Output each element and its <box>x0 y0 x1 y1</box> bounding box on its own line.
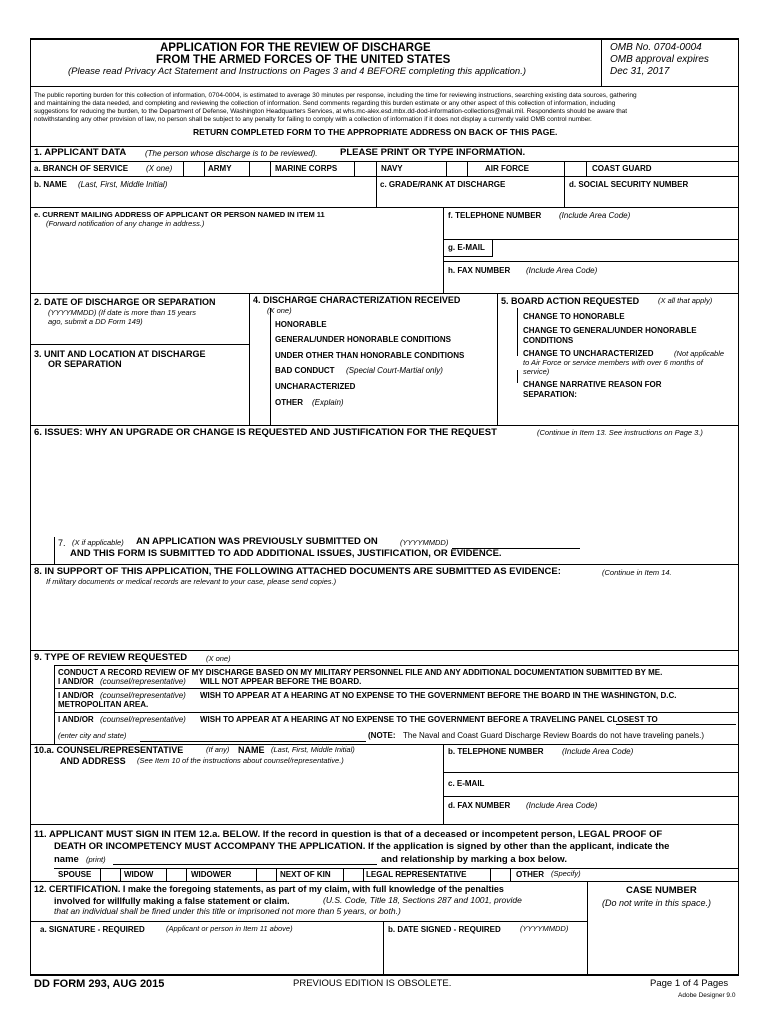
section9-heading: 9. TYPE OF REVIEW REQUESTED <box>34 652 188 663</box>
review-option-washington-line2: METROPOLITAN AREA. <box>58 700 149 709</box>
section2-note1: (YYYYMMDD) (If date is more than 15 years <box>48 308 196 317</box>
action-option-honorable: CHANGE TO HONORABLE <box>523 312 625 321</box>
date-signed-label: b. DATE SIGNED - REQUIRED <box>388 925 501 934</box>
discharge-option-bad-conduct-note: (Special Court-Martial only) <box>346 366 443 375</box>
branch-navy: NAVY <box>381 164 403 173</box>
designer-note: Adobe Designer 9.0 <box>678 992 736 999</box>
relationship-widow: WIDOW <box>124 870 154 879</box>
section6-heading: 6. ISSUES: WHY AN UPGRADE OR CHANGE IS REQUESTED AND JUSTIFICATION FOR THE REQUEST <box>34 427 497 438</box>
action-option-narrative-line2: SEPARATION: <box>523 390 577 399</box>
signature-note: (Applicant or person in Item 11 above) <box>166 924 293 933</box>
action-checkbox-honorable[interactable] <box>498 309 517 323</box>
discharge-checkbox-other[interactable] <box>250 396 270 410</box>
review-option-traveling-pre: I AND/OR <box>58 715 94 724</box>
omb-expires-date: Dec 31, 2017 <box>610 66 670 77</box>
name-note: (Last, First, Middle Initial) <box>78 180 168 189</box>
discharge-checkbox-uncharacterized[interactable] <box>250 380 270 394</box>
review-option-traveling-city: (enter city and state) <box>58 731 127 740</box>
phone-note: (Include Area Code) <box>559 211 631 220</box>
review-option-washington-line1: WISH TO APPEAR AT A HEARING AT NO EXPENSE TO THE GOVERNMENT BEFORE THE BOARD IN THE WASHINGTON, D.C. <box>200 691 677 700</box>
review-option-washington-note: (counsel/representative) <box>100 691 186 700</box>
relationship-checkbox-next-of-kin[interactable] <box>257 869 276 881</box>
section1-heading: 1. APPLICANT DATA <box>34 147 127 158</box>
review-option-washington-pre: I AND/OR <box>58 691 94 700</box>
phone-label: f. TELEPHONE NUMBER <box>448 211 542 220</box>
action-option-uncharacterized-note3: service) <box>523 367 550 376</box>
relationship-other-note: (Specify) <box>551 869 581 878</box>
action-option-general-line1: CHANGE TO GENERAL/UNDER HONORABLE <box>523 326 697 335</box>
section10-line2: AND ADDRESS <box>60 756 126 766</box>
fax-label: h. FAX NUMBER <box>448 266 511 275</box>
fax-field[interactable] <box>444 276 738 293</box>
mailing-address-field[interactable] <box>31 230 443 293</box>
review-checkbox-washington[interactable] <box>31 689 54 712</box>
relationship-checkbox-other[interactable] <box>491 869 510 881</box>
phone-field[interactable] <box>444 221 738 239</box>
discharge-option-honorable: HONORABLE <box>275 320 327 329</box>
burden-line2: and maintaining the data needed, and completing and reviewing the collection of information. Send comments regarding this burden estimate or any other aspect of this collection of information, including <box>34 100 616 107</box>
action-option-general-line2: CONDITIONS <box>523 336 574 345</box>
previous-application-checkbox[interactable] <box>31 537 54 564</box>
branch-army: ARMY <box>208 164 232 173</box>
counsel-fax-field[interactable] <box>444 810 738 824</box>
signature-label: a. SIGNATURE - REQUIRED <box>40 925 145 934</box>
name-label: b. NAME <box>34 180 67 189</box>
review-option-record-line1: CONDUCT A RECORD REVIEW OF MY DISCHARGE BASED ON MY MILITARY PERSONNEL FILE AND ANY ADDITIONAL DOCUMENTATION SUBMITTED BY ME. <box>58 668 663 677</box>
action-option-uncharacterized-note1: (Not applicable <box>674 349 725 358</box>
grade-field[interactable] <box>377 190 564 207</box>
counsel-fax-label: d. FAX NUMBER <box>448 801 511 810</box>
section12-line1: 12. CERTIFICATION. I make the foregoing statements, as part of my claim, with full knowledge of the penalties <box>34 884 504 894</box>
email-label: g. E-MAIL <box>448 243 485 252</box>
relationship-other-field[interactable] <box>590 869 738 881</box>
section11-line1: 11. APPLICANT MUST SIGN IN ITEM 12.a. BELOW. If the record in question is that of a deceased or incompetent person, LEGAL PROOF OF <box>34 829 663 840</box>
branch-checkbox-navy[interactable] <box>355 162 376 176</box>
review-option-traveling-note2-label: (NOTE: <box>368 731 396 740</box>
relationship-checkbox-widower[interactable] <box>167 869 186 881</box>
ssn-label: d. SOCIAL SECURITY NUMBER <box>569 180 689 189</box>
counsel-phone-label: b. TELEPHONE NUMBER <box>448 747 544 756</box>
email-field[interactable] <box>493 240 738 261</box>
branch-note: (X one) <box>146 164 173 173</box>
section11-line2: DEATH OR INCOMPETENCY MUST ACCOMPANY THE APPLICATION. If the application is signed by other than the applicant, indicate the <box>54 841 670 852</box>
date-signed-field[interactable] <box>384 936 587 974</box>
section4-note: (X one) <box>267 306 292 315</box>
previous-application-date[interactable] <box>452 536 580 548</box>
unit-location-field[interactable] <box>31 371 249 425</box>
burden-line1: The public reporting burden for this collection of information, 0704-0004, is estimated to average 30 minutes per response, including the time for reviewing instructions, searching existing data sources, gathering <box>34 92 637 99</box>
branch-checkbox-coast-guard[interactable] <box>565 162 586 176</box>
section5-note: (X all that apply) <box>658 296 713 305</box>
review-option-traveling-note: (counsel/representative) <box>100 715 186 724</box>
address-note: (Forward notification of any change in address.) <box>46 219 205 228</box>
section5-heading: 5. BOARD ACTION REQUESTED <box>501 296 640 306</box>
section9-note: (X one) <box>206 654 231 663</box>
section8-cont: (Continue in Item 14. <box>602 568 672 577</box>
branch-coast-guard: COAST GUARD <box>592 164 652 173</box>
burden-line4: notwithstanding any other provision of law, no person shall be subject to any penalty for failing to comply with a collection of information if it does not display a currently valid OMB control number. <box>34 116 592 123</box>
form-title-line2: FROM THE ARMED FORCES OF THE UNITED STATES <box>156 54 451 66</box>
relationship-widower: WIDOWER <box>191 870 232 879</box>
discharge-option-general: GENERAL/UNDER HONORABLE CONDITIONS <box>275 335 452 344</box>
relationship-next-of-kin: NEXT OF KIN <box>280 870 331 879</box>
outer-border-bottom <box>30 974 739 976</box>
section11-print-note: (print) <box>86 855 106 864</box>
section2-heading: 2. DATE OF DISCHARGE OR SEPARATION <box>34 297 216 307</box>
discharge-checkbox-general[interactable] <box>250 333 270 347</box>
relationship-checkbox-widow[interactable] <box>101 869 120 881</box>
counsel-email-field[interactable] <box>444 773 738 796</box>
section11-relationship: and relationship by marking a box below. <box>381 854 567 865</box>
section7-line1: AN APPLICATION WAS PREVIOUSLY SUBMITTED ON <box>136 536 378 547</box>
branch-checkbox-air-force[interactable] <box>447 162 467 176</box>
case-number-note: (Do not write in this space.) <box>602 898 712 908</box>
burden-line3: suggestions for reducing the burden, to the Department of Defense, Washington Headquarters Services, at whs.mc-alex.esd.mbx.dd-dod-information-collections@mail.mil. Respondents should be aware that <box>34 108 628 115</box>
relationship-other: OTHER <box>516 870 544 879</box>
action-checkbox-general[interactable] <box>498 325 517 345</box>
discharge-checkbox-oth[interactable] <box>250 349 270 363</box>
action-option-narrative-line1: CHANGE NARRATIVE REASON FOR <box>523 380 662 389</box>
fax-note: (Include Area Code) <box>526 266 598 275</box>
discharge-checkbox-bad-conduct[interactable] <box>250 364 270 378</box>
review-option-traveling-note2: The Naval and Coast Guard Discharge Review Boards do not have traveling panels.) <box>403 731 705 740</box>
address-label: e. CURRENT MAILING ADDRESS OF APPLICANT OR PERSON NAMED IN ITEM 11 <box>34 210 325 219</box>
omb-number: OMB No. 0704-0004 <box>610 42 702 53</box>
signature-field[interactable] <box>31 936 383 974</box>
section2-note2: ago, submit a DD Form 149) <box>48 317 143 326</box>
section12-line3: that an individual shall be fined under this title or imprisoned not more than 5 years, or both.) <box>54 906 401 916</box>
section1-print-notice: PLEASE PRINT OR TYPE INFORMATION. <box>340 147 526 158</box>
applicant-name-field[interactable] <box>31 190 376 207</box>
section8-heading: 8. IN SUPPORT OF THIS APPLICATION, THE FOLLOWING ATTACHED DOCUMENTS ARE SUBMITTED AS EVIDENCE: <box>34 566 561 577</box>
counsel-fax-note: (Include Area Code) <box>526 801 598 810</box>
action-checkbox-narrative[interactable] <box>498 377 517 391</box>
discharge-date-field[interactable] <box>31 328 249 344</box>
section7-line2: AND THIS FORM IS SUBMITTED TO ADD ADDITIONAL ISSUES, JUSTIFICATION, OR EVIDENCE. <box>70 548 502 559</box>
ssn-field[interactable] <box>565 190 738 207</box>
relationship-spouse: SPOUSE <box>58 870 92 879</box>
discharge-checkbox-honorable[interactable] <box>250 318 270 332</box>
discharge-option-bad-conduct: BAD CONDUCT <box>275 366 335 375</box>
action-checkbox-uncharacterized[interactable] <box>498 347 517 373</box>
relationship-legal-rep: LEGAL REPRESENTATIVE <box>366 870 467 879</box>
evidence-field[interactable] <box>31 589 738 650</box>
section10-line1: 10.a. COUNSEL/REPRESENTATIVE <box>34 745 184 755</box>
section3-line1: 3. UNIT AND LOCATION AT DISCHARGE <box>34 349 206 359</box>
grade-label: c. GRADE/RANK AT DISCHARGE <box>380 180 506 189</box>
discharge-option-other-note: (Explain) <box>312 398 344 407</box>
counsel-phone-note: (Include Area Code) <box>562 747 634 756</box>
section3-line2: OR SEPARATION <box>48 359 122 369</box>
section7-note: (X if applicable) <box>72 538 124 547</box>
section1-heading-note: (The person whose discharge is to be reviewed). <box>145 149 318 158</box>
outer-border-top <box>30 38 739 40</box>
section11-name-label: name <box>54 854 79 865</box>
branch-marine-corps: MARINE CORPS <box>275 164 338 173</box>
branch-label: a. BRANCH OF SERVICE <box>34 164 129 173</box>
branch-checkbox-marine-corps[interactable] <box>250 162 270 176</box>
discharge-option-other: OTHER <box>275 398 303 407</box>
counsel-email-label: c. E-MAIL <box>448 779 485 788</box>
section4-heading: 4. DISCHARGE CHARACTERIZATION RECEIVED <box>253 295 461 305</box>
section8-note: If military documents or medical records are relevant to your case, please send copies.) <box>46 577 337 586</box>
return-notice: RETURN COMPLETED FORM TO THE APPROPRIATE ADDRESS ON BACK OF THIS PAGE. <box>193 127 558 137</box>
action-option-uncharacterized-note2: to Air Force or service members with over 6 months of <box>523 358 703 367</box>
discharge-option-oth: UNDER OTHER THAN HONORABLE CONDITIONS <box>275 351 465 360</box>
section10-name-note: (Last, First, Middle Initial) <box>271 745 355 754</box>
form-title-line1: APPLICATION FOR THE REVIEW OF DISCHARGE <box>160 42 431 54</box>
form-id: DD FORM 293, AUG 2015 <box>34 978 165 990</box>
section6-note: (Continue in Item 13. See instructions on Page 3.) <box>537 428 703 437</box>
section10-line2-note: (See Item 10 of the instructions about counsel/representative.) <box>137 756 344 765</box>
omb-expires-label: OMB approval expires <box>610 54 709 65</box>
branch-air-force: AIR FORCE <box>485 164 529 173</box>
case-number-label: CASE NUMBER <box>626 885 697 896</box>
form-instruction: (Please read Privacy Act Statement and Instructions on Pages 3 and 4 BEFORE completing this application.) <box>68 66 526 77</box>
relationship-checkbox-spouse[interactable] <box>31 869 54 881</box>
traveling-panel-city-field-2[interactable] <box>140 729 366 741</box>
section10-if-any: (If any) <box>206 745 230 754</box>
review-option-record-pre: I AND/OR <box>58 677 94 686</box>
narrative-reason-field[interactable] <box>498 401 738 425</box>
section12-line2: involved for willfully making a false statement or claim. <box>54 896 290 906</box>
section7-prefix: 7. <box>58 538 66 548</box>
outer-border-right <box>738 38 739 974</box>
relationship-checkbox-legal-rep[interactable] <box>344 869 363 881</box>
review-option-record-note: (counsel/representative) <box>100 677 186 686</box>
review-option-record-rest: WILL NOT APPEAR BEFORE THE BOARD. <box>200 677 362 686</box>
obsolete-notice: PREVIOUS EDITION IS OBSOLETE. <box>293 978 452 989</box>
signer-name-field[interactable] <box>113 852 377 864</box>
counsel-phone-field[interactable] <box>444 757 738 772</box>
page-number: Page 1 of 4 Pages <box>650 978 729 989</box>
action-option-uncharacterized: CHANGE TO UNCHARACTERIZED <box>523 349 654 358</box>
section7-date-note: (YYYYMMDD) <box>400 538 449 547</box>
review-checkbox-traveling[interactable] <box>31 713 54 744</box>
review-checkbox-record[interactable] <box>31 666 54 688</box>
traveling-panel-city-field[interactable] <box>616 713 736 724</box>
review-option-traveling-line1: WISH TO APPEAR AT A HEARING AT NO EXPENSE TO THE GOVERNMENT BEFORE A TRAVELING PANEL CLOSEST TO <box>200 715 658 724</box>
counsel-name-address-field[interactable] <box>31 768 443 824</box>
section12-line2-note: (U.S. Code, Title 18, Sections 287 and 1001, provide <box>323 895 522 905</box>
date-signed-note: (YYYYMMDD) <box>520 924 569 933</box>
discharge-option-uncharacterized: UNCHARACTERIZED <box>275 382 356 391</box>
issues-field[interactable] <box>31 442 738 536</box>
branch-checkbox-army[interactable] <box>184 162 204 176</box>
section10-name: NAME <box>238 745 265 755</box>
